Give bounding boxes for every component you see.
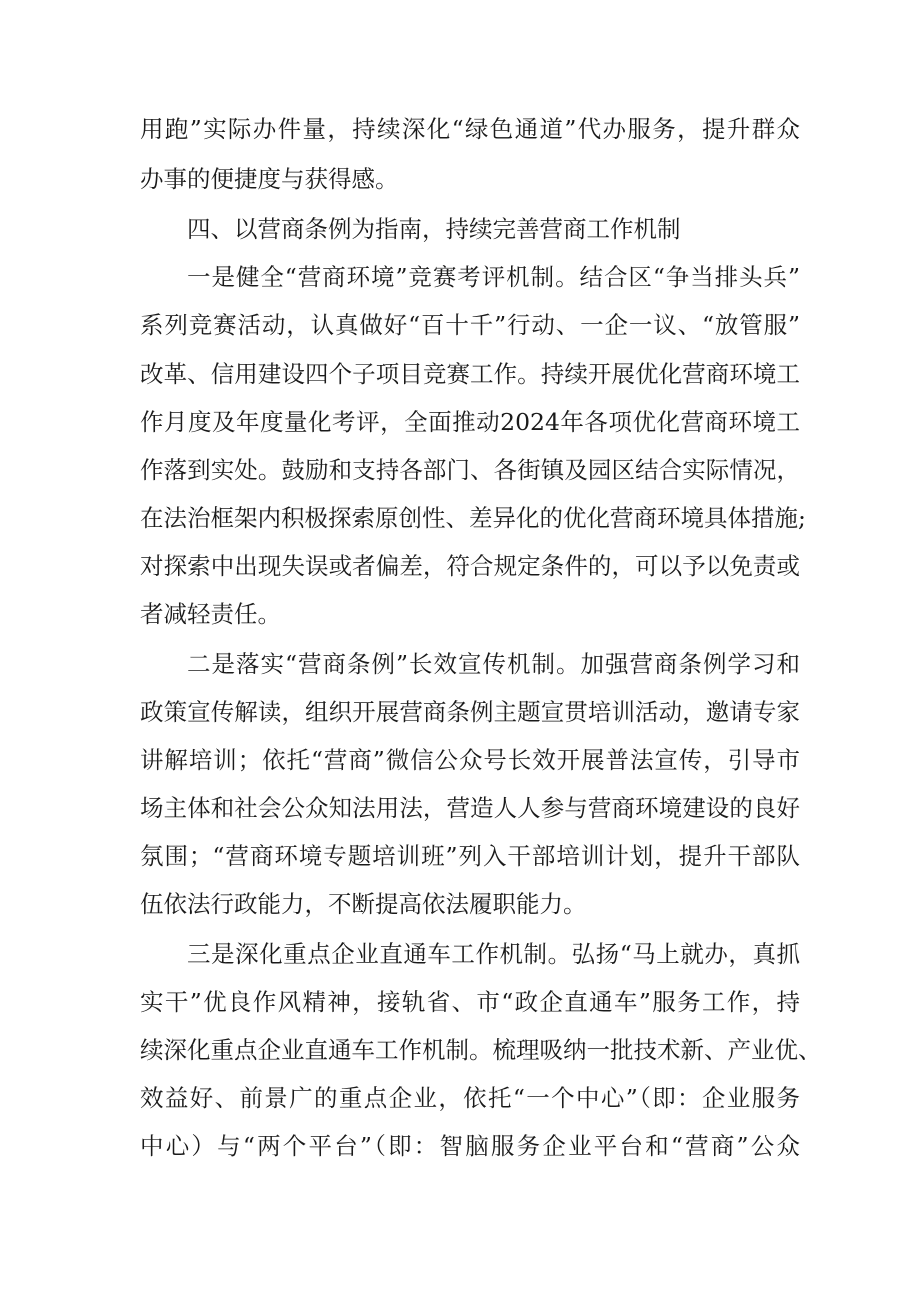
paragraph-line: 政策宣传解读，组织开展营商条例主题宣贯培训活动，邀请专家 bbox=[140, 698, 800, 726]
paragraph-line: 改革、信用建设四个子项目竞赛工作。持续开展优化营商环境工 bbox=[140, 360, 800, 388]
paragraph-line: 实干”优良作风精神，接轨省、市“政企直通车”服务工作，持 bbox=[140, 988, 800, 1016]
paragraph-line: 续深化重点企业直通车工作机制。梳理吸纳一批技术新、产业优、 bbox=[140, 1036, 822, 1064]
paragraph-line: 中心）与“两个平台”（即：智脑服务企业平台和“营商”公众 bbox=[140, 1132, 800, 1160]
paragraph-line: 三是深化重点企业直通车工作机制。弘扬“马上就办，真抓 bbox=[187, 940, 800, 968]
paragraph-line: 办事的便捷度与获得感。 bbox=[140, 165, 399, 193]
paragraph-line: 作月度及年度量化考评，全面推动2024年各项优化营商环境工 bbox=[140, 408, 800, 436]
paragraph-line: 作落到实处。鼓励和支持各部门、各街镇及园区结合实际情况， bbox=[140, 456, 800, 484]
paragraph-line: 系列竞赛活动，认真做好“百十千”行动、一企一议、“放管服” bbox=[140, 311, 800, 339]
paragraph-line: 对探索中出现失误或者偏差，符合规定条件的，可以予以免责或 bbox=[140, 552, 800, 580]
paragraph-line: 在法治框架内积极探索原创性、差异化的优化营商环境具体措施; bbox=[140, 504, 806, 532]
paragraph-line: 场主体和社会公众知法用法，营造人人参与营商环境建设的良好 bbox=[140, 794, 800, 822]
paragraph-line: 用跑”实际办件量，持续深化“绿色通道”代办服务，提升群众 bbox=[140, 115, 800, 143]
paragraph-line: 二是落实“营商条例”长效宣传机制。加强营商条例学习和 bbox=[187, 650, 800, 678]
paragraph-line: 效益好、前景广的重点企业，依托“一个中心”（即：企业服务 bbox=[140, 1084, 800, 1112]
paragraph-line: 讲解培训；依托“营商”微信公众号长效开展普法宣传，引导市 bbox=[140, 746, 800, 774]
paragraph-line: 氛围；“营商环境专题培训班”列入干部培训计划，提升干部队 bbox=[140, 842, 800, 870]
paragraph-line: 伍依法行政能力，不断提高依法履职能力。 bbox=[140, 890, 587, 918]
section-heading: 四、以营商条例为指南，持续完善营商工作机制 bbox=[187, 215, 681, 243]
paragraph-line: 者减轻责任。 bbox=[140, 600, 281, 628]
paragraph-line: 一是健全“营商环境”竞赛考评机制。结合区“争当排头兵” bbox=[187, 263, 800, 291]
